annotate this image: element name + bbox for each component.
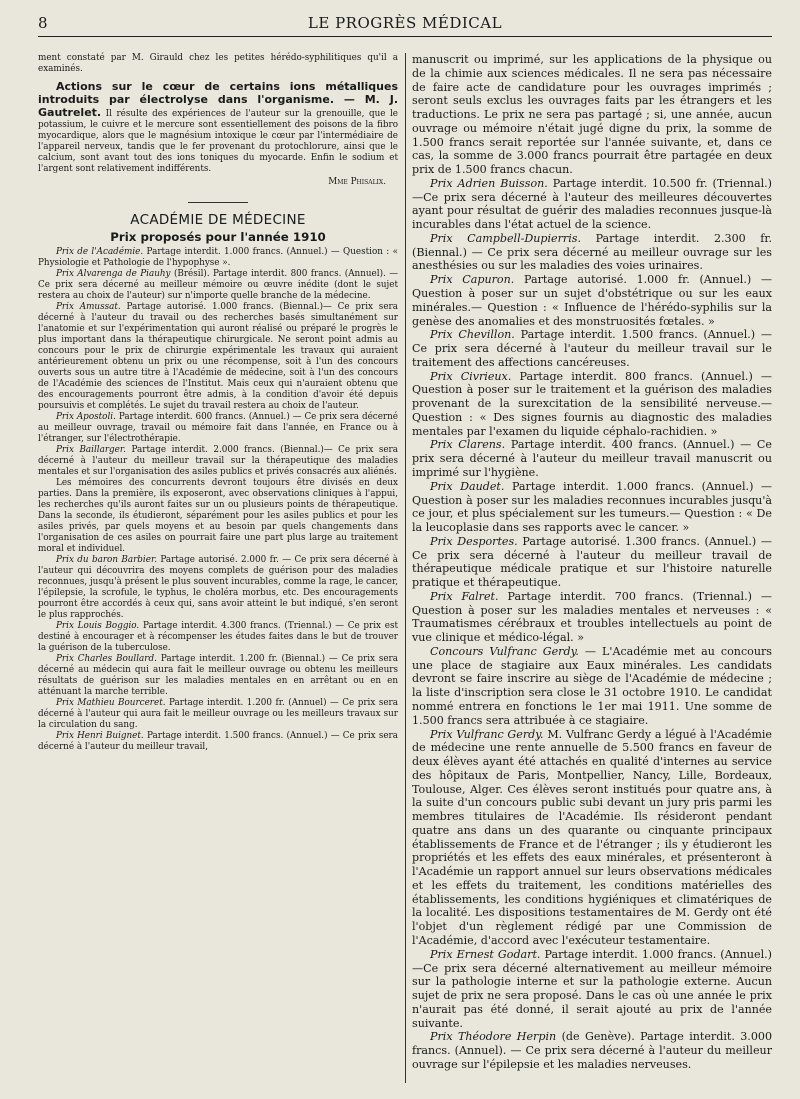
prize-name: Prix Apostoli. (56, 412, 116, 422)
prize-entry (38, 412, 398, 445)
prize-text: Partage interdit. 1.000 francs. (Annuel.) — Question : « Physiologie et Pathologie de l'hypophyse ». (38, 247, 398, 268)
article-lead: Actions sur le cœur de certains ions métalliques introduits par électrolyse dans l'organisme. — M. J. Gautrelet. (38, 80, 398, 119)
prize-text: Partage interdit. 2.300 fr. (Biennal.) — Ce prix sera décerné au meilleur ouvrage sur les anesthésies ou sur les maladies des voies urinaires. (412, 231, 772, 273)
prize-text: Partage interdit. 1.500 francs. (Annuel.) — Ce prix sera décerné à l'auteur du meilleur travail sur le traitement des affections cancéreuses. (412, 328, 773, 369)
prize-text: Partage interdit. 600 francs. (Annuel.) — Ce prix sera décerné au meilleur ouvrage, travail ou mémoire fait dans l'année, en France ou à l'étranger, sur l'électrothérapie. (38, 412, 399, 444)
prize-name: Prix Louis Boggio. (56, 621, 140, 631)
prize-entry (38, 555, 398, 621)
prize-name: Prix Chevillon. (430, 328, 515, 342)
prize-text: (Brésil). Partage interdit. 800 francs. (Annuel). — Ce prix sera décerné au meilleur mémoire ou œuvre inédite (dont le sujet restera au choix de l'auteur) sur n'importe quelle branche de la médecine. (38, 269, 398, 301)
prize-name: Prix de l'Académie. (56, 247, 144, 257)
prize-text: Partage interdit. 800 francs. (Annuel.) — Question à poser sur le traitement et la guérison des maladies provenant de la surexcitation de la sensibilité nerveuse.— Question : « Des signes fournis au diagnostic des maladies mentales par l'examen du liquide céphalo-rachidien. » (412, 369, 772, 438)
prize-name: Prix Henri Buignet. (56, 731, 144, 741)
prize-text: Les mémoires des concurrents devront toujours être divisés en deux parties. Dans la première, ils exposeront, avec observations cliniques à l'appui, les recherches qu'ils auront faites sur un ou plusieurs points de thérapeutique. Dans la seconde, ils étudieront, séparément pour les asiles publics et pour les asiles privés, par quels moyens et au besoin par quels changements dans l'organisation de ces asiles on pourrait faire une part plus large au traitement moral et individuel. (38, 478, 398, 554)
prize-text: Partage interdit. 2.000 francs. (Biennal.)— Ce prix sera décerné à l'auteur du meilleur travail sur la thérapeutique des maladies mentales et sur l'organisation des asiles publics et privés consacrés aux aliénés. (38, 445, 399, 477)
prize-name: Prix Capuron. (430, 273, 515, 287)
prize-name: Prix Vulfranc Gerdy. (430, 727, 544, 741)
prize-entry (38, 247, 398, 269)
prize-name: Prix Desportes. (430, 534, 518, 548)
prize-entry (412, 177, 772, 232)
section-title: ACADÉMIE DE MÉDECINE (130, 212, 306, 228)
prize-entry (412, 273, 772, 328)
prize-name: Prix du baron Barbier. (56, 555, 157, 565)
prize-entry (412, 232, 772, 273)
prize-entry (412, 645, 772, 728)
prize-text: Partage interdit. 1.500 francs. (Annuel.) — Ce prix sera décerné à l'auteur du meilleur travail, (38, 731, 399, 752)
prize-text: Partage autorisé. 1.000 francs. (Biennal.)— Ce prix sera décerné à l'auteur du travail ou des recherches basés simultanément sur l'anatomie et sur l'expérimentation qui auront réalisé ou préparé le progrès le plus important dans la thérapeutique chirurgicale. Ne seront point admis au concours pour le prix de chirurgie expérimentale les travaux qui auraient antérieurement obtenu un prix ou une récompense, soit à l'un des concours ouverts sous un autre titre à l'Académie de médecine, soit à l'un des concours de l'Académie des sciences de l'Institut. Mais ceux qui n'auraient obtenu que des encouragements pourront être admis, à la condition d'avoir été depuis poursuivis et complétés. Le sujet du travail restera au choix de l'auteur. (38, 302, 398, 411)
prize-name: Prix Charles Boullard. (56, 654, 157, 664)
prize-entry (38, 654, 398, 698)
prize-entry (412, 328, 772, 369)
prize-text: — L'Académie met au concours une place de stagiaire aux Eaux minérales. Les candidats devront se faire inscrire au siège de l'Académie de médecine ; la liste d'inscription sera close le 31 octobre 1910. Le candidat nommé entrera en fonctions le 1er mai 1911. Une somme de 1.500 francs sera attribuée à ce stagiaire. (412, 644, 772, 727)
prize-text: Partage autorisé. 1.300 francs. (Annuel.) — Ce prix sera décerné à l'auteur du meilleur travail de thérapeutique médicale pratique et sur l'histoire naturelle pratique et thérapeutique. (412, 534, 773, 590)
article-paragraph (38, 81, 398, 175)
prize-entry (38, 698, 398, 731)
prize-entry (412, 728, 772, 948)
prize-entry (38, 731, 398, 753)
running-header (38, 10, 772, 37)
prize-name: Prix Adrien Buisson. (430, 176, 548, 190)
prize-entry (38, 445, 398, 478)
prize-entry (38, 269, 398, 302)
article-body: Il résulte des expériences de l'auteur sur la grenouille, que le potassium, le cuivre et le mercure sont essentiellement des poisons de la fibro myocardique, alors que le magnésium intoxique le cœur par l'intermédiaire de l'appareil nerveux, tandis que le fer provenant du protochlorure, ainsi que le calcium, sont avant tout des ions toniques du myocarde. Enfin le sodium et l'argent sont relativement indifférents. (38, 109, 399, 174)
prize-text: Partage interdit. 1.000 francs. (Annuel.)—Ce prix sera décerné alternativement au meilleur mémoire sur la pathologie interne et sur la pathologie externe. Aucun sujet de prix ne sera proposé. Dans le cas où une année le prix n'aurait pas été donné, il serait ajouté au prix de l'année suivante. (412, 947, 773, 1030)
prize-name: Prix Daudet. (430, 479, 505, 493)
right-column (412, 53, 772, 1072)
prize-name: Prix Ernest Godart. (430, 947, 541, 961)
prize-name: Prix Théodore Herpin (430, 1030, 557, 1044)
prize-text: Partage interdit. 1.000 francs. (Annuel.) — Question à poser sur les maladies reconnues incurables jusqu'à ce jour, et plus spécialement sur les tumeurs.— Question : « De la leucoplasie dans ses rapports avec le cancer. » (412, 479, 773, 535)
prize-entry (412, 590, 772, 645)
prize-text: Partage interdit. 400 francs. (Annuel.) — Ce prix sera décerné à l'auteur du meilleur travail manuscrit ou imprimé sur l'hygiène. (412, 438, 772, 479)
section-divider (188, 202, 248, 203)
column-rule (405, 53, 406, 1083)
prize-name: Prix Civrieux. (430, 369, 512, 383)
prize-text: Partage interdit. 700 francs. (Triennal.) — Question à poser sur les maladies mentales et nerveuses : « Traumatismes cérébraux et troubles intellectuels au point de vue clinique et médico-légal. » (412, 589, 772, 645)
prize-entry (412, 1030, 772, 1071)
prize-entry (412, 480, 772, 535)
section-subtitle: Prix proposés pour l'année 1910 (110, 230, 326, 244)
prize-list-left (38, 247, 398, 753)
continued-paragraph: ment constaté par M. Girauld chez les petites hérédo-syphilitiques qu'il a examinés. (38, 53, 398, 74)
prize-text: Partage interdit. 4.300 francs. (Triennal.) — Ce prix est destiné à encourager et à récompenser les études faites dans le but de trouver la guérison de la tuberculose. (38, 621, 398, 653)
prize-entry (412, 535, 772, 590)
prize-name: Prix Amussat. (56, 302, 121, 312)
prize-entry (412, 53, 772, 177)
prize-name: Prix Campbell-Dupierris. (430, 231, 581, 245)
prize-name: Prix Baillarger. (56, 445, 126, 455)
prize-text: Partage interdit. 1.200 fr. (Annuel) — Ce prix sera décerné à l'auteur qui aura fait le meilleur ouvrage ou les meilleurs travaux sur la circulation du sang. (38, 698, 398, 730)
journal-title: LE PROGRÈS MÉDICAL (307, 14, 503, 32)
two-column-body (38, 53, 772, 1072)
prize-entry (412, 438, 772, 479)
prize-name: Prix Mathieu Bourceret. (56, 698, 166, 708)
prize-name: Concours Vulfranc Gerdy. (430, 644, 579, 658)
prize-entry (412, 948, 772, 1031)
prize-list-right (412, 53, 772, 1072)
prize-text: Partage autorisé. 1.000 fr. (Annuel.) — Question à poser sur un sujet d'obstétrique ou sur les eaux minérales.— Question : « Influence de l'hérédo-syphilis sur la genèse des anomalies et des monstruosités fœtales. » (412, 273, 772, 328)
prize-text: Partage interdit. 1.200 fr. (Biennal.) — Ce prix sera décerné au médecin qui aura fait le meilleur ouvrage ou obtenu les meilleurs résultats de guérison sur les maladies mentales en en arrêtant ou en en atténuant la marche terrible. (38, 654, 399, 697)
author-signature: Mme Phisalix. (328, 177, 386, 187)
prize-text: (de Genève). Partage interdit. 3.000 francs. (Annuel). — Ce prix sera décerné à l'auteur du meilleur ouvrage sur l'épilepsie et les maladies nerveuses. (412, 1030, 773, 1071)
prize-name: Prix Falret. (430, 589, 499, 603)
prize-entry (412, 370, 772, 439)
prize-text: manuscrit ou imprimé, sur les applications de la physique ou de la chimie aux sciences médicales. Il ne sera pas nécessaire de faire acte de candidature pour les ouvrages imprimés ; seront seuls exclus les ouvrages faits par les étrangers et les traductions. Le prix ne sera pas partagé ; si, une année, aucun ouvrage ou mémoire n'était jugé digne du prix, la somme de 1.500 francs serait reportée sur l'année suivante, et, dans ce cas, la somme de 3.000 francs pourrait être partagée en deux prix de 1.500 francs chacun. (412, 53, 772, 177)
page-number: 8 (38, 14, 48, 32)
prize-name: Prix Alvarenga de Piauhy (56, 269, 171, 279)
prize-entry (38, 478, 398, 555)
prize-name: Prix Clarens. (430, 438, 506, 452)
left-column (38, 53, 398, 1072)
prize-text: M. Vulfranc Gerdy a légué à l'Académie de médecine une rente annuelle de 5.500 francs en faveur de deux élèves ayant été attachés en qualité d'internes au service des hôpitaux de Paris, Montpellier, Nancy, Lille, Bordeaux, Toulouse, Alger. Ces élèves seront institués pour quatre ans, à la suite d'un concours public subi devant un jury pris parmi les membres titulaires de l'Académie. Ils résideront pendant quatre ans dans un des quarante ou cinquante principaux établissements de France et de l'étranger ; ils y étudieront les propriétés et les effets des eaux minérales, et présenteront à l'Académie un rapport annuel sur leurs observations médicales et les effets du traitement, les conditions matérielles des établissements, les conditions hygiéniques et climatériques de la localité. Les dispositions testamentaires de M. Gerdy ont été l'objet d'un règlement rédigé par une Commission de l'Académie, d'accord avec l'exécuteur testamentaire. (412, 727, 772, 947)
prize-text: Partage autorisé. 2.000 fr. — Ce prix sera décerné à l'auteur qui découvrira des moyens complets de guérison pour des maladies reconnues, jusqu'à présent le plus souvent incurables, comme la rage, le cancer, l'épilepsie, la scrofule, le typhus, le choléra morbus, etc. Des encouragements pourront être accordés à ceux qui, sans avoir atteint le but indiqué, s'en seront le plus rapprochés. (38, 555, 398, 620)
prize-text: Partage interdit. 10.500 fr. (Triennal.)—Ce prix sera décerné à l'auteur des meilleures découvertes ayant pour résultat de guérir des maladies reconnues jusque-là incurables dans l'état actuel de la science. (412, 176, 772, 232)
prize-entry (38, 621, 398, 654)
prize-entry (38, 302, 398, 412)
